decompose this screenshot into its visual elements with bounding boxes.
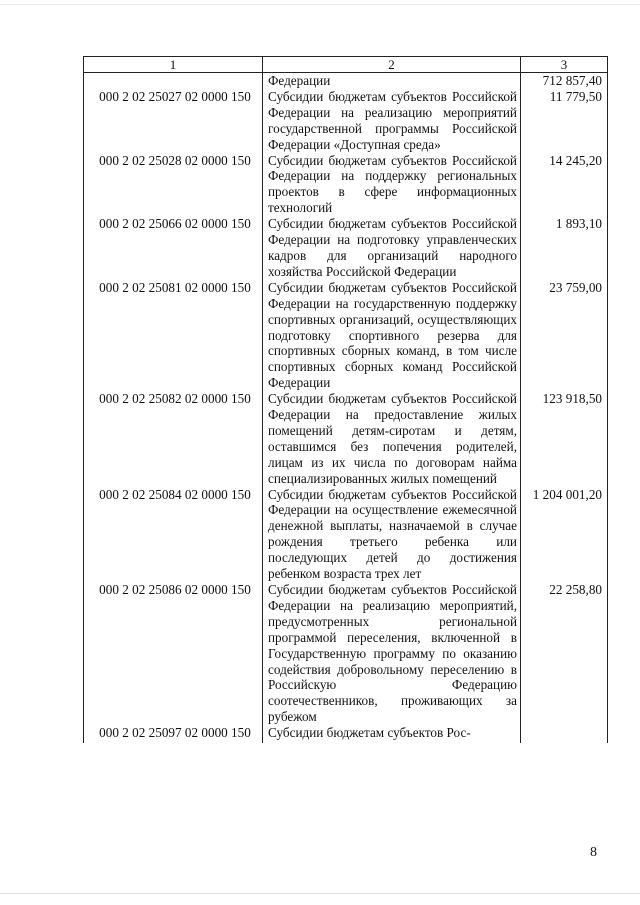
column-header-amount: 3: [521, 57, 608, 73]
row-description: Субсидии бюджетам субъектов Российской Федерации на осуществление ежемесячной денежной выплаты, назначаемой в случае рождения третьего ребенка или последующих детей до достижения ребенком возраста трех лет: [263, 487, 521, 582]
budget-table: [83, 56, 608, 743]
row-description: Субсидии бюджетам субъектов Российской Федерации на реализацию мероприятий государственной программы Российской Федерации «Доступная среда»: [263, 89, 521, 153]
table-row: [84, 487, 608, 582]
row-code: [84, 73, 263, 89]
column-header-code: 1: [84, 57, 263, 73]
row-description: Субсидии бюджетам субъектов Российской Федерации на реализацию мероприятий, предусмотренных региональной программой переселения, включенной в Государственную программу по оказанию содействия добровольному переселению в Российскую Федерацию соотечественников, проживающих за рубежом: [263, 582, 521, 725]
table-row: [84, 89, 608, 153]
row-code: 000 2 02 25084 02 0000 150: [84, 487, 263, 582]
row-amount: 14 245,20: [521, 153, 608, 217]
row-amount: 123 918,50: [521, 391, 608, 486]
row-description: Субсидии бюджетам субъектов Российской Федерации на предоставление жилых помещений детям-сиротам и детям, оставшимся без попечения родителей, лицам из их числа по договорам найма специализированных жилых помещений: [263, 391, 521, 486]
row-code: 000 2 02 25066 02 0000 150: [84, 216, 263, 280]
table-row: [84, 153, 608, 217]
row-code: 000 2 02 25097 02 0000 150: [84, 725, 263, 743]
row-code: 000 2 02 25028 02 0000 150: [84, 153, 263, 217]
row-amount: [521, 725, 608, 743]
column-header-description: 2: [263, 57, 521, 73]
row-description: Субсидии бюджетам субъектов Российской Федерации на государственную поддержку спортивных организаций, осуществляющих подготовку спортивного резерва для спортивных сборных команд, в том числе спортивных сборных команд Российской Федерации: [263, 280, 521, 391]
row-amount: 22 258,80: [521, 582, 608, 725]
row-description: Субсидии бюджетам субъектов Российской Федерации на подготовку управленческих кадров для организаций народного хозяйства Российской Федерации: [263, 216, 521, 280]
table-row: [84, 391, 608, 486]
row-code: 000 2 02 25082 02 0000 150: [84, 391, 263, 486]
row-amount: 1 893,10: [521, 216, 608, 280]
row-code: 000 2 02 25027 02 0000 150: [84, 89, 263, 153]
row-amount: 1 204 001,20: [521, 487, 608, 582]
table-row: [84, 216, 608, 280]
table-row: [84, 73, 608, 89]
table-header-row: [84, 57, 608, 73]
page-number: 8: [590, 845, 597, 860]
scan-edge-bottom: [0, 893, 640, 894]
row-code: 000 2 02 25086 02 0000 150: [84, 582, 263, 725]
row-amount: 712 857,40: [521, 73, 608, 89]
table-row: [84, 582, 608, 725]
row-description: Федерации: [263, 73, 521, 89]
scan-edge-top: [0, 4, 640, 5]
table-row: [84, 725, 608, 743]
table-row: [84, 280, 608, 391]
row-amount: 11 779,50: [521, 89, 608, 153]
row-code: 000 2 02 25081 02 0000 150: [84, 280, 263, 391]
row-amount: 23 759,00: [521, 280, 608, 391]
row-description: Субсидии бюджетам субъектов Российской Федерации на поддержку региональных проектов в сфере информационных технологий: [263, 153, 521, 217]
row-description: Субсидии бюджетам субъектов Рос-: [263, 725, 521, 743]
